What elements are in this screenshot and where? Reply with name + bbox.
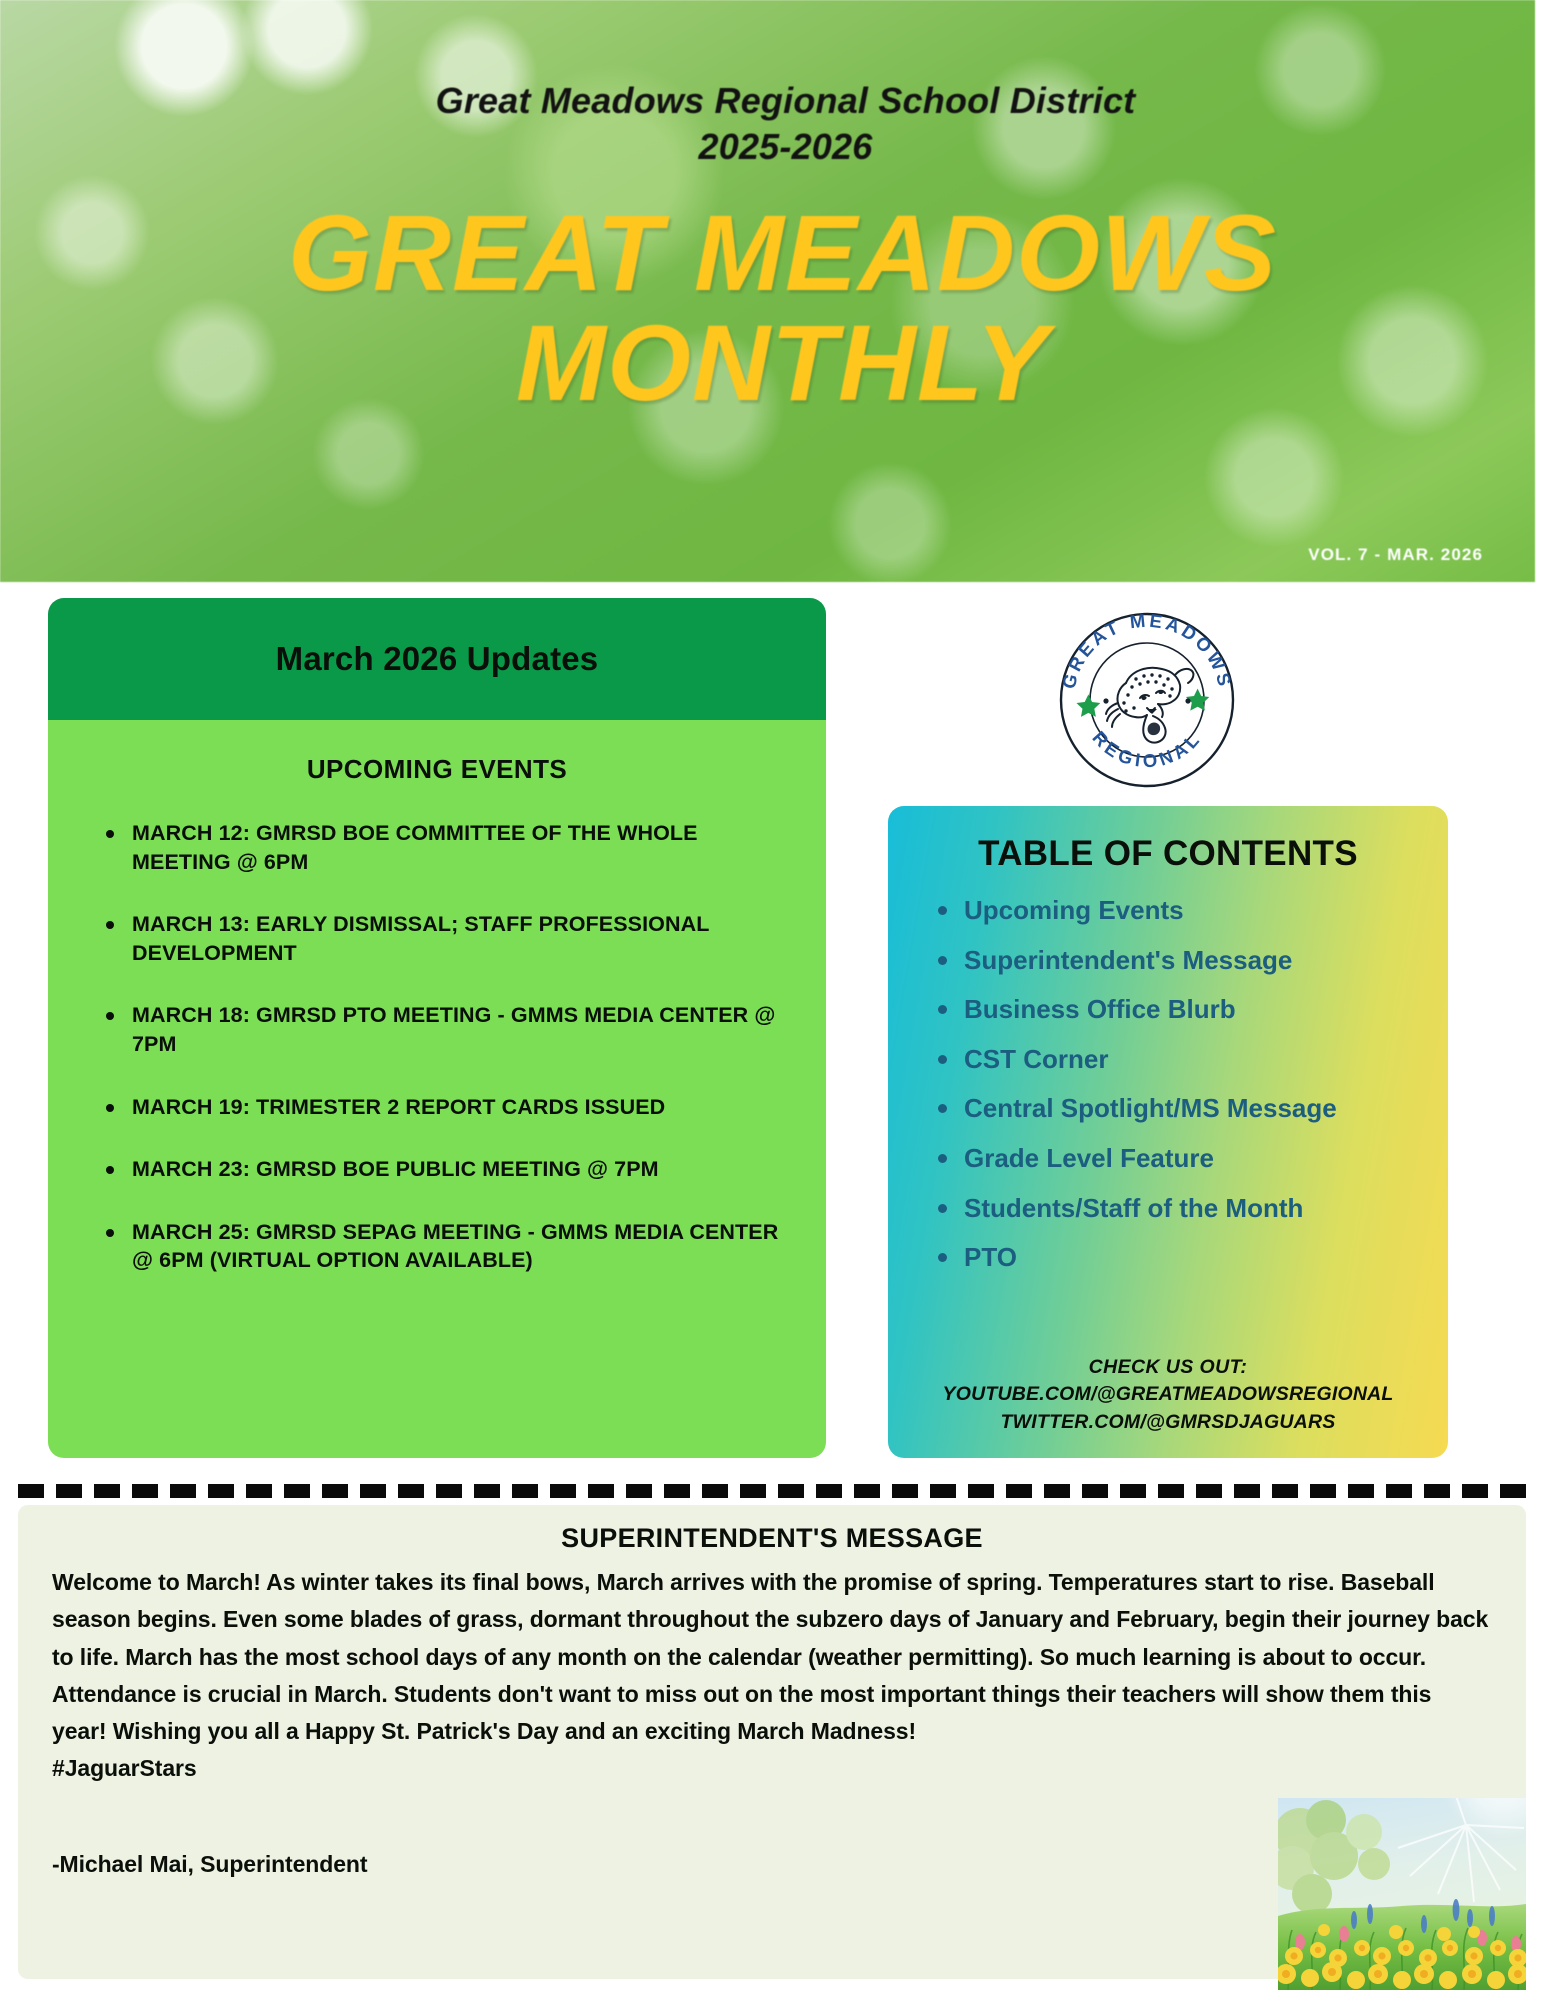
district-title-line2: 2025-2026 — [698, 126, 873, 168]
list-item[interactable]: Business Office Blurb — [938, 995, 1422, 1024]
list-item: MARCH 19: TRIMESTER 2 REPORT CARDS ISSUED — [106, 1093, 796, 1122]
list-item: MARCH 25: GMRSD SEPAG MEETING - GMMS MEDIA CENTER @ 6PM (VIRTUAL OPTION AVAILABLE) — [106, 1218, 796, 1275]
superintendent-message-body: Welcome to March! As winter takes its final bows, March arrives with the promise of spring. Temperatures start to rise. Baseball season begins. Even some blades of grass, dormant throughout the subzero days of January and February, begin their journey back to life. March has the most school days of any month on the calendar (weather permitting). So much learning is about to occur. Attendance is crucial in March. Students don't want to miss out on the most important things their teachers will show them this year! Wishing you all a Happy St. Patrick's Day and an exciting March Madness! — [52, 1569, 1489, 1744]
list-item[interactable]: PTO — [938, 1243, 1422, 1272]
list-item[interactable]: Grade Level Feature — [938, 1144, 1422, 1173]
list-item[interactable]: Students/Staff of the Month — [938, 1194, 1422, 1223]
twitter-link[interactable]: TWITTER.COM/@GMRSDJAGUARS — [1000, 1410, 1336, 1433]
district-seal-icon — [1052, 605, 1242, 795]
header-banner — [0, 0, 1535, 582]
list-item[interactable]: CST Corner — [938, 1045, 1422, 1074]
list-item: MARCH 13: EARLY DISMISSAL; STAFF PROFESSIONAL DEVELOPMENT — [106, 910, 796, 967]
social-links-block — [888, 1354, 1448, 1436]
volume-label: VOL. 7 - MAR. 2026 — [1308, 545, 1483, 564]
district-logo — [1052, 605, 1242, 795]
upcoming-events-list — [78, 819, 796, 1275]
youtube-link[interactable]: YOUTUBE.COM/@GREATMEADOWSREGIONAL — [942, 1383, 1394, 1406]
masthead-title — [0, 192, 1535, 424]
masthead-line1: GREAT MEADOWS — [288, 192, 1277, 313]
list-item: MARCH 18: GMRSD PTO MEETING - GMMS MEDIA CENTER @ 7PM — [106, 1001, 796, 1058]
table-of-contents-card — [888, 806, 1448, 1458]
check-us-out-label: CHECK US OUT: — [1088, 1356, 1248, 1379]
table-of-contents-title: TABLE OF CONTENTS — [978, 834, 1358, 873]
march-updates-header-label: March 2026 Updates — [275, 640, 599, 677]
march-updates-body — [48, 720, 826, 1458]
superintendent-signature: -Michael Mai, Superintendent — [52, 1850, 368, 1877]
upcoming-events-subheader: UPCOMING EVENTS — [306, 754, 568, 784]
superintendent-hashtag: #JaguarStars — [52, 1755, 197, 1782]
march-updates-header — [48, 598, 826, 720]
svg-text:REGIONAL: REGIONAL — [1088, 726, 1206, 772]
march-updates-card — [48, 598, 826, 1458]
list-item[interactable]: Central Spotlight/MS Message — [938, 1094, 1422, 1123]
list-item: MARCH 12: GMRSD BOE COMMITTEE OF THE WHOLE MEETING @ 6PM — [106, 819, 796, 876]
superintendent-message-title: SUPERINTENDENT'S MESSAGE — [561, 1523, 983, 1553]
table-of-contents-list — [914, 896, 1422, 1272]
list-item[interactable]: Upcoming Events — [938, 896, 1422, 925]
district-title-line1: Great Meadows Regional School District — [435, 80, 1136, 121]
district-title — [0, 78, 1535, 170]
daffodil-field-photo — [1278, 1798, 1526, 1990]
masthead-line2: MONTHLY — [516, 302, 1049, 424]
spring-flowers-image — [1278, 1798, 1526, 1990]
list-item: MARCH 23: GMRSD BOE PUBLIC MEETING @ 7PM — [106, 1155, 796, 1184]
dashed-divider — [18, 1484, 1526, 1498]
list-item[interactable]: Superintendent's Message — [938, 946, 1422, 975]
svg-text:GREAT MEADOWS: GREAT MEADOWS — [1057, 609, 1237, 691]
